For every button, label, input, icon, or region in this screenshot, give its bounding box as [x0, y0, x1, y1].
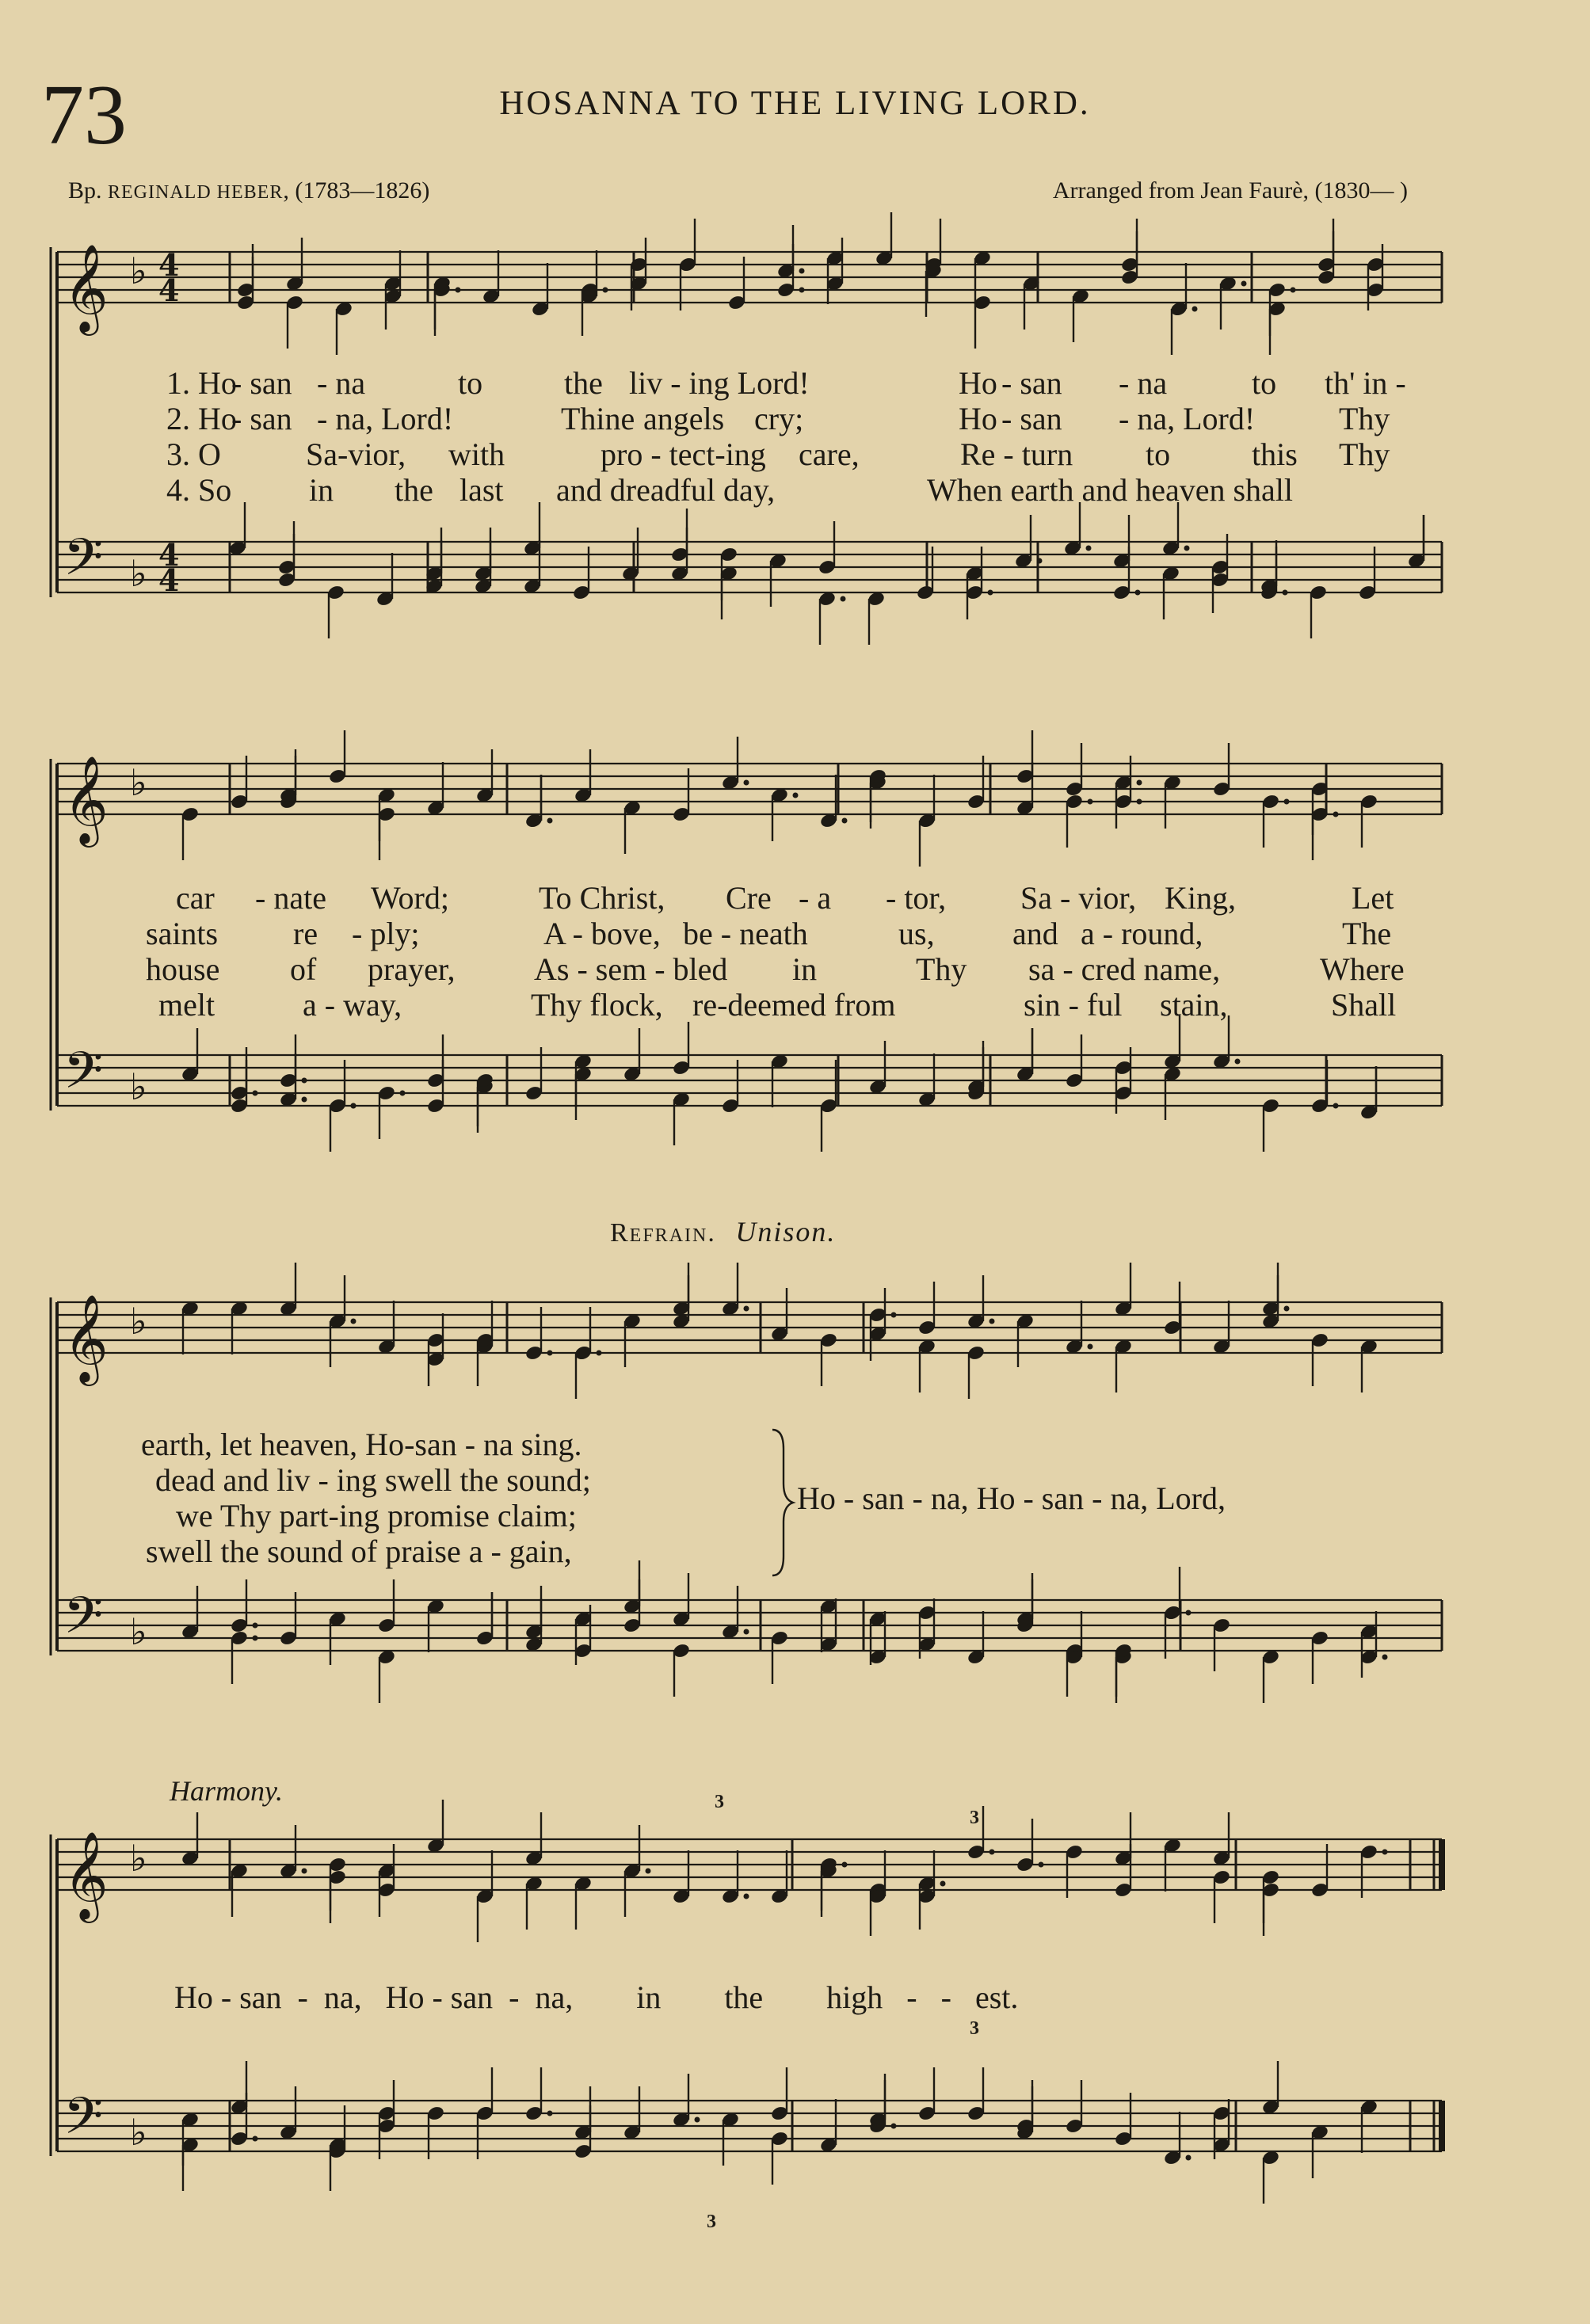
dot [1137, 780, 1142, 786]
lyric-syllable: To Christ, [539, 880, 665, 916]
dot [603, 288, 608, 293]
dot [253, 1636, 258, 1641]
lyric-syllable: pro - tect-ing [601, 436, 766, 472]
lyric-syllable: Thy [916, 951, 967, 987]
lyric-syllable: - ply; [352, 916, 420, 951]
lyric-syllable: Thy [1339, 401, 1390, 436]
system-3-lyrics [0, 1426, 1590, 1568]
dot [253, 1091, 258, 1096]
dot [989, 1319, 995, 1324]
dot [1291, 288, 1296, 293]
unison-label: Unison. [735, 1216, 837, 1248]
verse-1-line: earth, let heaven, Ho-san - na sing. [141, 1427, 582, 1462]
lyric-syllable: to [1252, 365, 1277, 401]
dot [1039, 1862, 1044, 1868]
flat-key-signature: ♭ [130, 250, 147, 292]
lyric-syllable: Cre [726, 880, 772, 916]
flat-key-signature: ♭ [130, 761, 147, 804]
dot [646, 1869, 651, 1874]
dot [891, 2124, 897, 2129]
dot [1235, 1059, 1241, 1065]
lyric-syllable: Ho [959, 401, 997, 436]
lyric-syllable: sa - cred name, [1028, 951, 1221, 987]
lyric-syllable: - san [1001, 365, 1062, 401]
lyric-syllable: As - sem - bled [534, 951, 728, 987]
lyric-syllable: - san [231, 365, 292, 401]
dot [1137, 799, 1142, 805]
triplet-number: 3 [970, 2018, 979, 2039]
dot [1037, 558, 1043, 564]
author-dates: , (1783—1826) [283, 177, 430, 204]
flat-key-signature: ♭ [130, 552, 147, 595]
triplet-number: 3 [707, 2212, 716, 2232]
author-name: REGINALD HEBER [108, 182, 284, 203]
lyric-syllable: angels [643, 401, 725, 436]
lyric-syllable: this [1252, 436, 1298, 472]
lyric-syllable: us, [898, 916, 935, 951]
dot [989, 1850, 995, 1855]
dot [842, 818, 848, 824]
lyric-syllable: cry; [754, 401, 804, 436]
lyric-syllable: to [458, 365, 483, 401]
lyric-syllable: Ho [959, 365, 997, 401]
system-4-lyrics: Ho - san - na, Ho - san - na, in the high - - est. [174, 1979, 1019, 2015]
dot [891, 1312, 897, 1318]
dot [456, 288, 461, 293]
author-prefix: Bp. [68, 177, 102, 204]
time-signature: 4 [158, 247, 180, 283]
system-1-lyrics [0, 364, 1590, 507]
dot [1333, 812, 1339, 817]
lyric-syllable: the [564, 365, 603, 401]
dot [1088, 1344, 1093, 1350]
dot [547, 2111, 553, 2116]
dot [1241, 281, 1247, 287]
treble-clef: 𝄞 [63, 1293, 109, 1382]
flat-key-signature: ♭ [130, 1300, 147, 1343]
lyric-syllable: and dreadful day, [556, 472, 776, 508]
lyric-syllable: - na, Lord! [1119, 401, 1256, 436]
lyric-syllable: Where [1320, 951, 1405, 987]
bass-clef: 𝄢 [63, 2087, 104, 2158]
flat-key-signature: ♭ [130, 1610, 147, 1653]
lyric-syllable: the [395, 472, 433, 508]
flat-key-signature: ♭ [130, 1837, 147, 1880]
lyric-syllable: Let [1352, 880, 1394, 916]
lyric-syllable: liv - ing Lord! [629, 365, 810, 401]
refrain-label [610, 1215, 836, 1248]
bass-clef: 𝄢 [63, 1042, 104, 1113]
dot [799, 269, 805, 274]
lyric-syllable: Re - turn [960, 436, 1073, 472]
lyric-syllable: 1. Ho [166, 365, 237, 401]
lyric-syllable: stain, [1160, 987, 1228, 1023]
lyric-syllable: of [290, 951, 317, 987]
arranger-credit: Arranged from Jean Faurè, (1830— ) [1052, 177, 1408, 204]
lyric-syllable: Thy flock, [531, 987, 663, 1023]
verse-3-line: we Thy part-ing promise claim; [176, 1498, 577, 1533]
flat-key-signature: ♭ [130, 1065, 147, 1108]
dot [744, 780, 749, 786]
lyric-syllable: and [1012, 916, 1058, 951]
dot [253, 2136, 258, 2142]
dot [547, 818, 553, 824]
lyric-syllable: A - bove, [543, 916, 661, 951]
dot [1086, 546, 1092, 551]
dot [988, 590, 993, 596]
dot [744, 1306, 749, 1312]
system-2-lyrics [0, 879, 1590, 1022]
treble-clef: 𝄞 [63, 243, 109, 332]
triplet-number: 3 [970, 1808, 979, 1828]
dot [842, 1862, 848, 1868]
dot [547, 1351, 553, 1356]
lyric-syllable: sin - ful [1024, 987, 1123, 1023]
dot [1382, 1850, 1388, 1855]
harmony-label: Harmony. [170, 1775, 283, 1807]
final-barline-thick [1439, 2101, 1445, 2151]
dot [1333, 1103, 1339, 1109]
lyric-syllable: When earth and heaven shall [927, 472, 1294, 508]
lyric-syllable: Word; [371, 880, 449, 916]
bass-clef: 𝄢 [63, 1587, 104, 1658]
dot [1186, 1610, 1192, 1616]
hymn-title: HOSANNA TO THE LIVING LORD. [499, 85, 1091, 122]
lyric-syllable: a - way, [303, 987, 402, 1023]
lyric-syllable: 3. O [166, 436, 221, 472]
dot [351, 1103, 357, 1109]
lyric-syllable: - san [231, 401, 292, 436]
dot [744, 1894, 749, 1899]
verse-4-line: swell the sound of praise a - gain, [146, 1533, 572, 1569]
treble-clef: 𝄞 [63, 1831, 109, 1919]
lyric-syllable: prayer, [368, 951, 456, 987]
dot [793, 793, 799, 798]
dot [695, 2117, 700, 2123]
time-signature: 4 [158, 537, 180, 573]
dot [1135, 590, 1141, 596]
dot [1382, 1655, 1388, 1660]
treble-clef: 𝄞 [63, 755, 109, 844]
lyric-syllable: 2. Ho [166, 401, 237, 436]
lyric-syllable: to [1146, 436, 1171, 472]
lyric-syllable: saints [146, 916, 219, 951]
dot [1283, 590, 1288, 596]
lyric-syllable: melt [158, 987, 215, 1023]
lyric-syllable: house [146, 951, 220, 987]
dot [1284, 1306, 1290, 1312]
bass-clef: 𝄢 [63, 528, 104, 600]
refrain-lyric-line: Ho - san - na, Ho - san - na, Lord, [797, 1480, 1226, 1516]
lyric-syllable: - na, Lord! [317, 401, 454, 436]
lyric-syllable: - na [1119, 365, 1168, 401]
lyric-syllable: in [792, 951, 818, 987]
dot [1088, 799, 1093, 805]
lyric-syllable: be - neath [683, 916, 808, 951]
dot [597, 1351, 602, 1356]
lyric-syllable: - tor, [886, 880, 947, 916]
dot [940, 1881, 946, 1887]
dot [351, 1319, 357, 1324]
lyric-syllable: with [448, 436, 505, 472]
lyric-syllable: Thy [1339, 436, 1390, 472]
dot [799, 288, 805, 293]
dot [1284, 799, 1290, 805]
lyric-syllable: Sa - vior, [1020, 880, 1137, 916]
dot [744, 1629, 749, 1635]
lyric-syllable: in [309, 472, 334, 508]
lyric-syllable: - na [317, 365, 366, 401]
dot [302, 1097, 307, 1103]
lyric-syllable: - a [799, 880, 832, 916]
lyric-syllable: Sa-vior, [306, 436, 406, 472]
lyric-syllable: last [459, 472, 504, 508]
hymn-number: 73 [41, 68, 127, 162]
dot [1186, 2155, 1192, 2161]
dot [253, 1623, 258, 1629]
lyric-syllable: Thine [561, 401, 635, 436]
lyric-syllable: re [293, 916, 318, 951]
dot [400, 1091, 406, 1096]
triplet-number: 3 [715, 1792, 724, 1812]
refrain-word: Refrain. [610, 1218, 716, 1248]
dot [302, 1869, 307, 1874]
dot [1184, 546, 1190, 551]
dot [302, 1078, 307, 1084]
lyric-syllable: car [176, 880, 215, 916]
lyric-syllable: 4. So [166, 472, 232, 508]
verse-2-line: dead and liv - ing swell the sound; [155, 1462, 591, 1498]
lyric-syllable: care, [799, 436, 860, 472]
dot [841, 596, 846, 602]
lyric-syllable: - san [1001, 401, 1062, 436]
time-signature: 4 [158, 272, 180, 308]
lyric-syllable: The [1342, 916, 1392, 951]
final-barline-thick [1439, 1839, 1445, 1890]
lyric-syllable: a - round, [1081, 916, 1203, 951]
lyric-syllable: re-deemed from [692, 987, 896, 1023]
lyric-syllable: Shall [1331, 987, 1397, 1023]
lyric-syllable: - nate [255, 880, 326, 916]
time-signature: 4 [158, 562, 180, 598]
dot [1192, 307, 1198, 312]
flat-key-signature: ♭ [130, 2111, 147, 2154]
lyric-syllable: King, [1165, 880, 1236, 916]
lyric-syllable: th' in - [1325, 365, 1406, 401]
